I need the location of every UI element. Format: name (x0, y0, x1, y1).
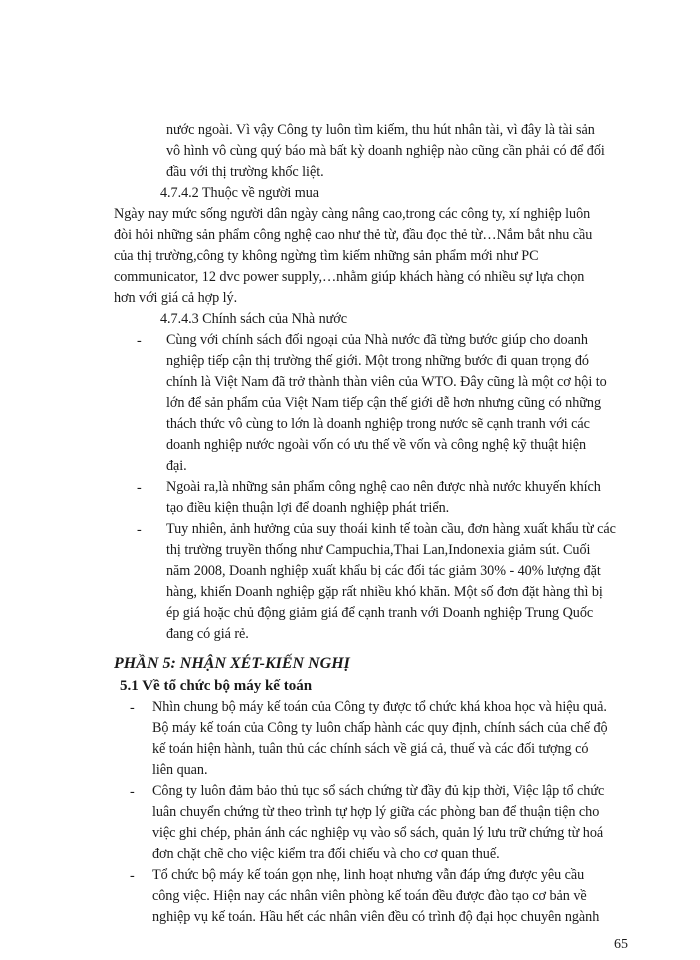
bullet-dash: - (137, 522, 142, 538)
bullet-dash: - (130, 784, 135, 800)
bullet-line: công việc. Hiện nay các nhân viên phòng kế toán đều được đào tạo cơ bản về (152, 888, 587, 904)
bullet-line: Công ty luôn đảm bảo thủ tục sổ sách chứng từ đầy đủ kịp thời, Việc lập tổ chức (152, 783, 605, 799)
paragraph-line: đòi hỏi những sản phẩm công nghệ cao như thẻ từ, đầu đọc thẻ từ…Nắm bắt nhu cầu (114, 227, 593, 243)
paragraph-line: đầu với thị trường khốc liệt. (166, 164, 324, 180)
bullet-line: đại. (166, 458, 187, 474)
bullet-dash: - (130, 868, 135, 884)
bullet-line: Tuy nhiên, ảnh hưởng của suy thoái kinh tế toàn cầu, đơn hàng xuất khẩu từ các (166, 521, 616, 537)
bullet-line: Nhìn chung bộ máy kế toán của Công ty được tổ chức khá khoa học và hiệu quả. (152, 699, 607, 715)
bullet-line: năm 2008, Doanh nghiệp xuất khẩu bị các đối tác giảm 30% - 40% lượng đặt (166, 563, 601, 579)
bullet-line: Cùng với chính sách đối ngoại của Nhà nước đã từng bước giúp cho doanh (166, 332, 588, 348)
section-heading-4-7-4-2: 4.7.4.2 Thuộc về người mua (160, 185, 320, 201)
bullet-line: luân chuyển chứng từ theo trình tự hợp lý giữa các phòng ban để thuận tiện cho (152, 804, 600, 820)
bullet-line: liên quan. (152, 762, 208, 778)
bullet-line: nghiệp vụ kế toán. Hầu hết các nhân viên đều có trình độ đại học chuyên ngành (152, 909, 600, 925)
section-heading-5-1: 5.1 Về tổ chức bộ máy kế toán (120, 678, 313, 694)
paragraph-line: communicator, 12 dvc power supply,…nhằm giúp khách hàng có nhiều sự lựa chọn (114, 269, 585, 285)
paragraph-line: nước ngoài. Vì vậy Công ty luôn tìm kiếm, thu hút nhân tài, vì đây là tài sản (166, 122, 595, 138)
bullet-line: hàng, khiến Doanh nghiệp gặp rất nhiều khó khăn. Một số đơn đặt hàng thì bị (166, 584, 603, 600)
bullet-line: Tổ chức bộ máy kế toán gọn nhẹ, linh hoạt nhưng vẫn đáp ứng được yêu cầu (152, 867, 585, 883)
bullet-dash: - (137, 333, 142, 349)
bullet-line: đơn chặt chẽ cho việc kiểm tra đối chiếu và cho cơ quan thuế. (152, 846, 500, 862)
bullet-line: thị trường truyền thống như Campuchia,Thai Lan,Indonexia giảm sút. Cuối (166, 542, 591, 558)
part-5-heading: PHẦN 5: NHẬN XÉT-KIẾN NGHỊ (114, 655, 350, 672)
section-heading-4-7-4-3: 4.7.4.3 Chính sách của Nhà nước (160, 311, 348, 327)
bullet-line: đang có giá rẻ. (166, 626, 249, 642)
bullet-line: Bộ máy kế toán của Công ty luôn chấp hành các quy định, chính sách của chế độ (152, 720, 608, 736)
bullet-line: lớn để sản phẩm của Việt Nam tiếp cận thế giới dễ hơn nhưng cũng có những (166, 395, 601, 411)
paragraph-line: của thị trường,công ty không ngừng tìm kiếm những sản phẩm mới như PC (114, 248, 539, 264)
bullet-dash: - (130, 700, 135, 716)
bullet-line: chính là Việt Nam đã trở thành thàn viên của WTO. Đây cũng là một cơ hội to (166, 374, 607, 390)
bullet-line: việc ghi chép, phản ánh các nghiệp vụ vào sổ sách, quản lý lưu trữ chứng từ hoá (152, 825, 604, 841)
bullet-line: thách thức vô cùng to lớn là doanh nghiệp trong nước sẽ cạnh tranh với các (166, 416, 590, 432)
bullet-line: tạo điều kiện thuận lợi để doanh nghiệp phát triển. (166, 500, 450, 516)
bullet-line: Ngoài ra,là những sản phẩm công nghệ cao nên được nhà nước khuyến khích (166, 479, 601, 495)
bullet-dash: - (137, 480, 142, 496)
page-number: 65 (614, 937, 628, 952)
bullet-line: kế toán hiện hành, tuân thủ các chính sách về giá cả, thuế và các đối tượng có (152, 741, 589, 757)
bullet-line: ép giá hoặc chủ động giảm giá để cạnh tranh với Doanh nghiệp Trung Quốc (166, 605, 594, 621)
bullet-line: doanh nghiệp nước ngoài vốn có ưu thế về vốn và công nghệ kỹ thuật hiện (166, 437, 587, 453)
paragraph-line: hơn với giá cả hợp lý. (114, 290, 238, 306)
bullet-line: nghiệp tiếp cận thị trường thế giới. Một trong những bước đi quan trọng đó (166, 353, 589, 369)
paragraph-line: vô hình vô cùng quý báo mà bất kỳ doanh nghiệp nào cũng cần phải có để đối (166, 143, 605, 159)
paragraph-line: Ngày nay mức sống người dân ngày càng nâng cao,trong các công ty, xí nghiệp luôn (114, 206, 591, 222)
